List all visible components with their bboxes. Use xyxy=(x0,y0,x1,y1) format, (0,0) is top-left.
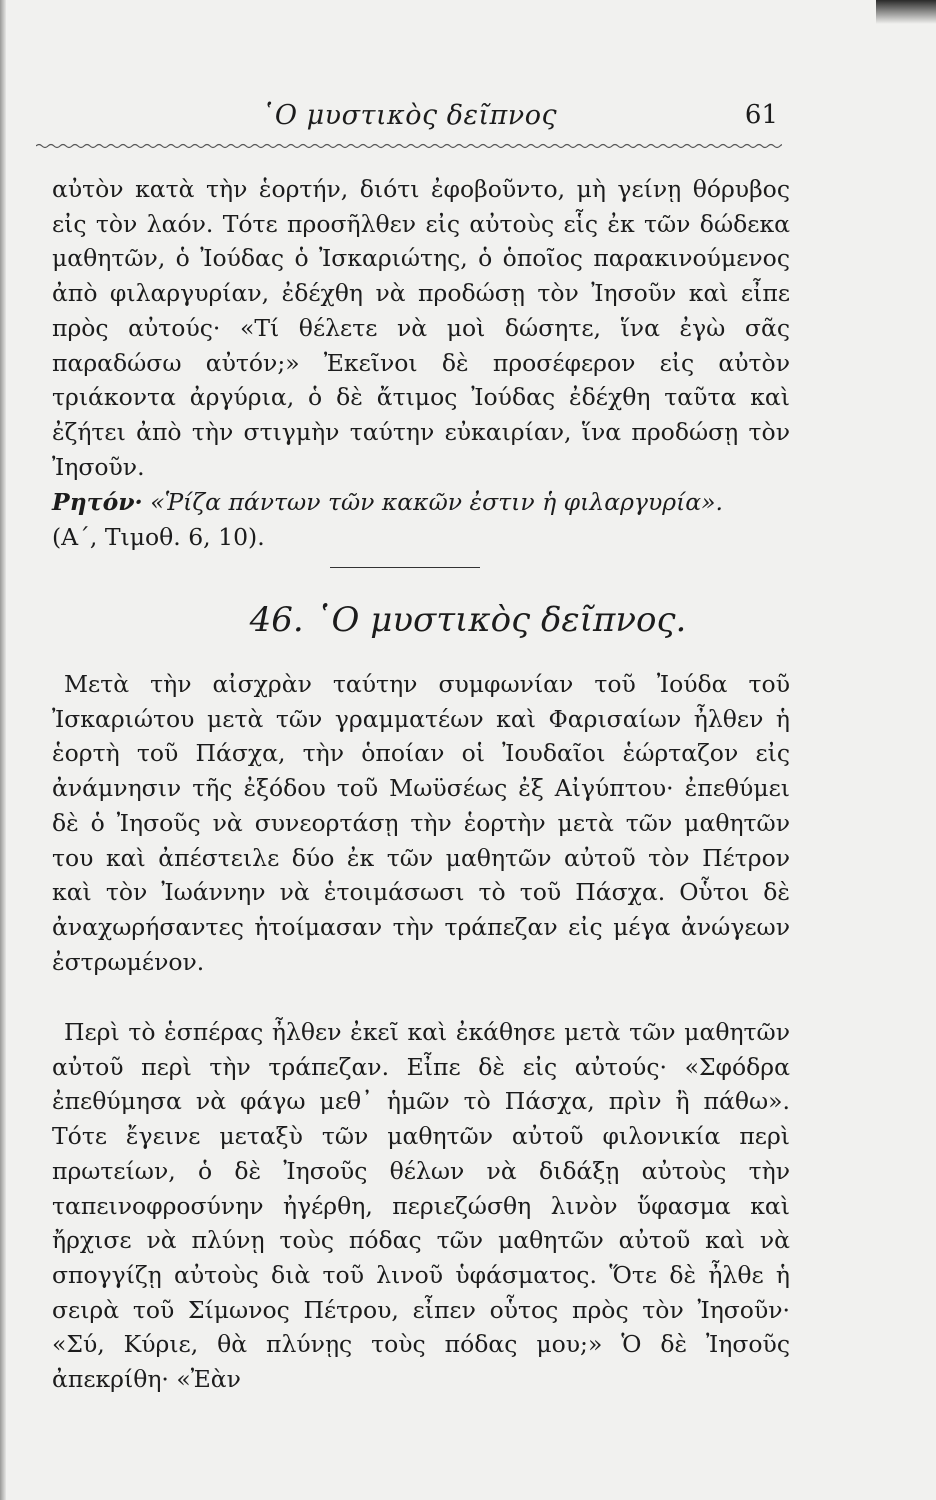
running-head xyxy=(36,100,782,140)
scripture-citation xyxy=(52,485,790,554)
page-number: 61 xyxy=(744,100,778,130)
paragraph-1: Μετὰ τὴν αἰσχρὰν ταύτην συμφωνίαν τοῦ Ἰούδα τοῦ Ἰσκαριώτου μετὰ τῶν γραμματέων καὶ Φαρισαίων ἦλθεν ἡ ἑορτὴ τοῦ Πάσχα, τὴν ὁποίαν οἱ Ἰουδαῖοι ἑώρταζον εἰς ἀνάμνησιν τῆς ἐξόδου τοῦ Μωϋσέως ἐξ Αἰγύπτου· ἐπεθύμει δὲ ὁ Ἰησοῦς νὰ συνεορτάσῃ τὴν ἑορτὴν μετὰ τῶν μαθητῶν του καὶ ἀπέστειλε δύο ἐκ τῶν μαθητῶν αὐτοῦ τὸν Πέτρον καὶ τὸν Ἰωάννην νὰ ἑτοιμάσωσι τὸ τοῦ Πάσχα. Οὗτοι δὲ ἀναχωρήσαντες ἡτοίμασαν τὴν τράπεζαν εἰς μέγα ἀνώγεων ἐστρωμένον. xyxy=(52,670,790,976)
page-corner-shadow xyxy=(876,0,936,24)
continued-paragraph-block xyxy=(52,172,790,484)
paragraph-2: Περὶ τὸ ἑσπέρας ἦλθεν ἐκεῖ καὶ ἐκάθησε μετὰ τῶν μαθητῶν αὐτοῦ περὶ τὴν τράπεζαν. Εἶπε δὲ εἰς αὐτούς· «Σφόδρα ἐπεθύμησα νὰ φάγω μεθ᾿ ἡμῶν τὸ Πάσχα, πρὶν ἢ πάθω». Τότε ἔγεινε μεταξὺ τῶν μαθητῶν αὐτοῦ φιλονικία περὶ πρωτείων, ὁ δὲ Ἰησοῦς θέλων νὰ διδάξῃ αὐτοὺς τὴν ταπεινοφροσύνην ἠγέρθη, περιεζώσθη λινὸν ὕφασμα καὶ ἤρχισε νὰ πλύνῃ τοὺς πόδας τῶν μαθητῶν αὐτοῦ καὶ νὰ σπογγίζῃ αὐτοὺς διὰ τοῦ λινοῦ ὑφάσματος. Ὅτε δὲ ἦλθε ἡ σειρὰ τοῦ Σίμωνος Πέτρου, εἶπεν οὗτος πρὸς τὸν Ἰησοῦν· «Σύ, Κύριε, θὰ πλύνῃς τοὺς πόδας μου;» Ὁ δὲ Ἰησοῦς ἀπεκρίθη· «Ἐὰν xyxy=(52,1018,790,1394)
paragraph-1-block xyxy=(52,667,790,979)
section-divider xyxy=(330,567,480,568)
citation-label: Ρητόν· xyxy=(52,488,143,516)
page-edge-shadow xyxy=(0,0,6,1500)
section-heading: 46. ῾Ο μυστικὸς δεῖπνος. xyxy=(249,600,687,640)
running-title: ῾Ο μυστικὸς δεῖπνος xyxy=(260,100,558,131)
paragraph-2-block xyxy=(52,1015,790,1397)
citation-quote: «Ῥίζα πάντων τῶν κακῶν ἐστιν ἡ φιλαργυρία». xyxy=(150,488,723,516)
continued-paragraph: αὐτὸν κατὰ τὴν ἑορτήν, διότι ἐφοβοῦντο, μὴ γείνῃ θόρυβος εἰς τὸν λαόν. Τότε προσῆλθεν εἰς αὐτοὺς εἷς ἐκ τῶν δώδεκα μαθητῶν, ὁ Ἰούδας ὁ Ἰσκαριώτης, ὁ ὁποῖος παρακινούμενος ἀπὸ φιλαργυρίαν, ἐδέχθη νὰ προδώσῃ τὸν Ἰησοῦν καὶ εἶπε πρὸς αὐτούς· «Τί θέλετε νὰ μοὶ δώσητε, ἵνα ἐγὼ σᾶς παραδώσω αὐτόν;» Ἐκεῖνοι δὲ προσέφερον εἰς αὐτὸν τριάκοντα ἀργύρια, ὁ δὲ ἄτιμος Ἰούδας ἐδέχθη ταῦτα καὶ ἐζήτει ἀπὸ τὴν στιγμὴν ταύτην εὐκαιρίαν, ἵνα προδώσῃ τὸν Ἰησοῦν. xyxy=(52,175,790,481)
citation-reference: (Α΄, Τιμοθ. 6, 10). xyxy=(52,522,265,551)
wavy-rule xyxy=(36,140,782,152)
